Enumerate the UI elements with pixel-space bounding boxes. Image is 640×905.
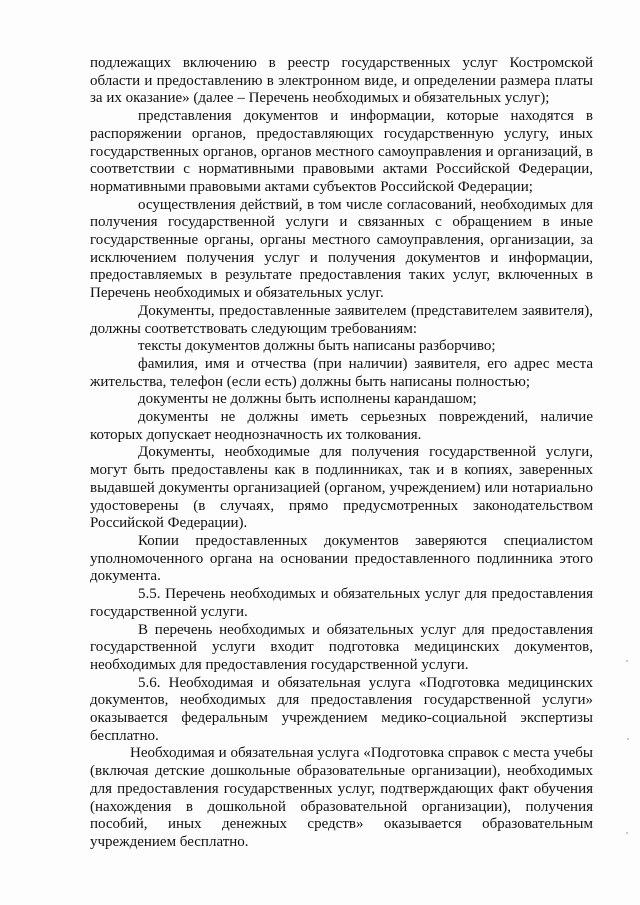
paragraph-section-5-6: 5.6. Необходимая и обязательная услуга «Подготовка медицинских документов, необходимых для предоставления государственной услуги» оказывается федеральным учреждением медико-социальной экспертизы бесплатно.	[90, 674, 593, 744]
paragraph-requirement-legible: тексты документов должны быть написаны разборчиво;	[138, 338, 496, 355]
paragraph-study-certificates: Необходимая и обязательная услуга «Подготовка справок с места учебы (включая детские дошкольные образовательные организации), необходимых для предоставления государственных услуг, подтверждающих факт обучения (нахождения в дошкольной образовательной организации), получения пособий, иных денежных средств» оказывается образовательным учреждением бесплатно.	[90, 745, 593, 850]
paragraph-copies-certified: Копии предоставленных документов заверяются специалистом уполномоченного органа на основании предоставленного подлинника этого документа.	[90, 532, 593, 585]
paragraph-section-5-5: 5.5. Перечень необходимых и обязательных услуг для предоставления государственной услуги.	[90, 586, 593, 620]
paragraph-continuation: подлежащих включению в реестр государственных услуг Костромской области и предоставлению в электронном виде, и определении размера платы за их оказание» (далее – Перечень необходимых и обязательных услуг);	[90, 55, 593, 107]
paragraph-actions: осуществления действий, в том числе согласований, необходимых для получения государственной услуги и связанных с обращением в иные государственные органы, органы местного самоуправления, организации, за исключением получения услуг и получения документов и информации, предоставляемых в результате предоставления таких услуг, включенных в Перечень необходимых и обязательных услуг.	[90, 196, 593, 302]
scan-speck	[626, 832, 628, 834]
document-body	[90, 55, 593, 852]
paragraph-requirement-name: фамилия, имя и отчества (при наличии) заявителя, его адрес места жительства, телефон (если есть) должны быть написаны полностью;	[90, 355, 593, 390]
paragraph-representation: представления документов и информации, которые находятся в распоряжении органов, предоставляющих государственную услугу, иных государственных органов, органов местного самоуправления и организаций, в соответствии с нормативными правовыми актами Российской Федерации, нормативными правовыми актами субъектов Российской Федерации;	[90, 108, 593, 195]
paragraph-requirement-pencil: документы не должны быть исполнены карандашом;	[138, 391, 477, 408]
scan-speck	[627, 738, 629, 740]
paragraph-requirements-intro: Документы, предоставленные заявителем (представителем заявителя), должны соответствовать следующим требованиям:	[90, 302, 593, 337]
scan-speck	[626, 660, 628, 662]
paragraph-requirement-damage: документы не должны иметь серьезных повреждений, наличие которых допускает неоднозначность их толкования.	[90, 409, 593, 443]
paragraph-required-services: В перечень необходимых и обязательных услуг для предоставления государственной услуги входит подготовка медицинских документов, необходимых для предоставления государственной услуги.	[90, 621, 593, 673]
paragraph-originals-copies: Документы, необходимые для получения государственной услуги, могут быть предоставлены как в подлинниках, так и в копиях, заверенных выдавшей документы организацией (органом, учреждением) или нотариально удостоверены (в случаях, прямо предусмотренных законодательством Российской Федерации).	[90, 444, 593, 532]
